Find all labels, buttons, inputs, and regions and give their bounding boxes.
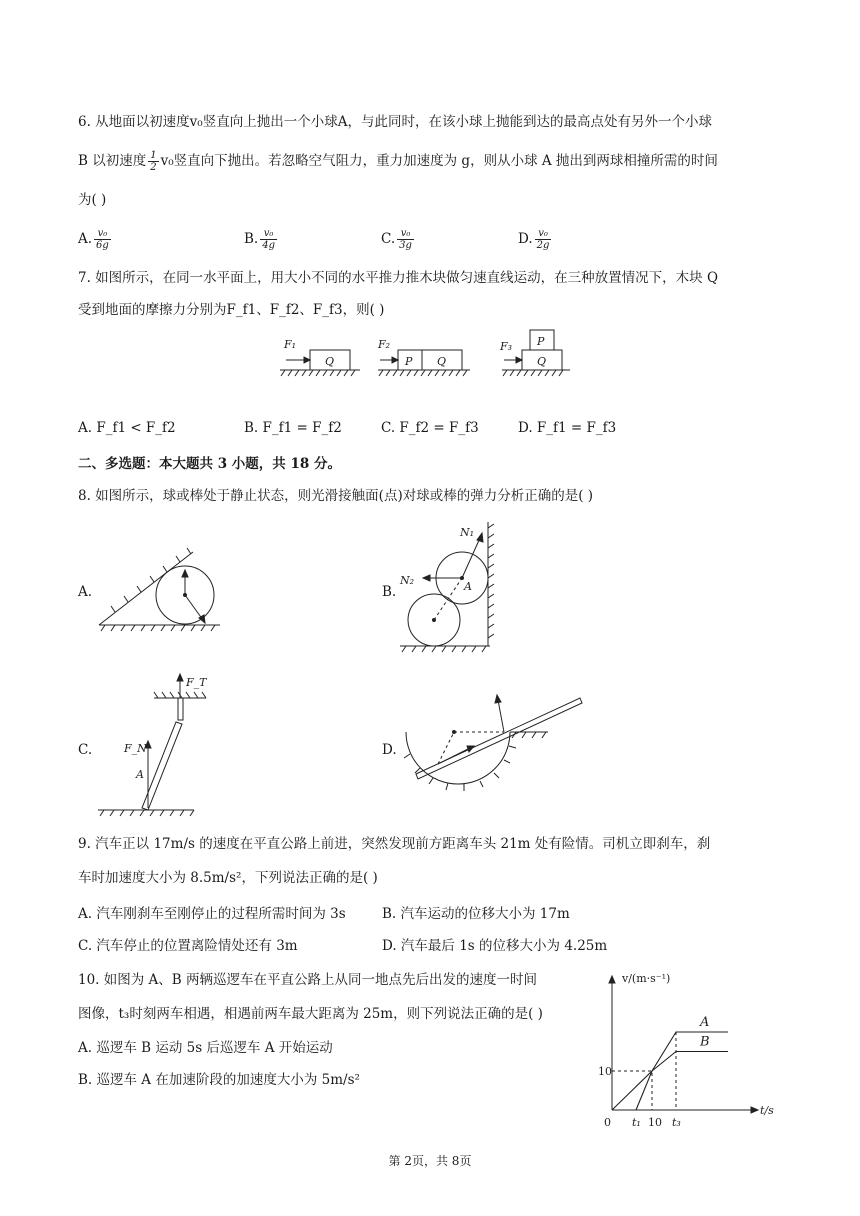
q8b-n2-label: N₂ xyxy=(400,574,415,587)
q7-p-label-2: P xyxy=(405,355,413,368)
q10-line2: 图像，t₃时刻两车相遇，相遇前两车最大距离为 25m，则下列说法正确的是( ) xyxy=(78,1006,543,1022)
section-heading: 二、多选题：本大题共 3 小题，共 18 分。 xyxy=(78,456,341,472)
q7-figure xyxy=(280,328,570,384)
q8-figure-a xyxy=(95,540,225,636)
q7-option-c[interactable]: C. F_f2 = F_f3 xyxy=(381,420,479,436)
vt-chart xyxy=(596,960,786,1136)
q10-option-b[interactable]: B. 巡逻车 A 在加速阶段的加速度大小为 5m/s² xyxy=(78,1072,360,1088)
x-axis-arrow xyxy=(751,1107,758,1113)
q8b-a-label: A xyxy=(464,580,472,593)
frac-half: $\frac{1}{2}$ xyxy=(150,150,157,173)
q8-figure-d xyxy=(398,688,598,806)
q8-line1: 8. 如图所示，球或棒处于静止状态，则光滑接触面(点)对球或棒的弹力分析正确的是( ) xyxy=(78,488,594,504)
q6-line3: 为( ) xyxy=(78,192,107,208)
q9-option-b[interactable]: B. 汽车运动的位移大小为 17m xyxy=(382,906,570,922)
series-A-label: A xyxy=(700,1015,710,1030)
q7-line1: 7. 如图所示，在同一水平面上，用大小不同的水平推力推木块做匀速直线运动，在三种放置情况下，木块 Q xyxy=(78,270,719,286)
y-tick-label: 10 xyxy=(598,1065,612,1078)
q8c-a-label: A xyxy=(136,768,144,781)
q10-option-a[interactable]: A. 巡逻车 B 运动 5s 后巡逻车 A 开始运动 xyxy=(78,1040,333,1056)
q7-option-d[interactable]: D. F_f1 = F_f3 xyxy=(518,420,617,436)
q9-line1: 9. 汽车正以 17m/s 的速度在平直公路上前进，突然发现前方距离车头 21m 处有险情。司机立即刹车，刹 xyxy=(78,836,711,852)
q9-line2: 车时加速度大小为 8.5m/s²，下列说法正确的是( ) xyxy=(78,870,378,886)
q8-figure-c xyxy=(94,672,214,818)
q9-option-c[interactable]: C. 汽车停止的位置离险情处还有 3m xyxy=(78,938,298,954)
q7-q-label-3: Q xyxy=(537,355,547,368)
page-footer: 第 2页，共 8页 xyxy=(388,1154,472,1168)
q6-line2b: v₀竖直向下抛出。若忽略空气阻力，重力加速度为 g，则从小球 A 抛出到两球相撞所需的时间 xyxy=(160,153,718,169)
x-tick-label: 0 xyxy=(604,1116,611,1129)
q7-line2: 受到地面的摩擦力分别为F_f1、F_f2、F_f3，则( ) xyxy=(78,302,385,318)
x-tick-label: t₃ xyxy=(672,1116,681,1129)
q7-f3-label: F₃ xyxy=(500,340,513,353)
q8-figure-b xyxy=(398,518,508,658)
q6-line2a: B 以初速度 xyxy=(78,153,147,169)
q8-option-d-label[interactable]: D. xyxy=(382,742,397,758)
x-axis-label: t/s xyxy=(760,1104,774,1117)
q9-option-a[interactable]: A. 汽车刚刹车至刚停止的过程所需时间为 3s xyxy=(78,906,346,922)
q7-p-label-3: P xyxy=(537,335,545,348)
series-B-line xyxy=(612,1052,728,1111)
y-axis-label: v/(m·s⁻¹) xyxy=(622,972,671,985)
q7-f1-label: F₁ xyxy=(284,338,297,351)
q7-q-label-2: Q xyxy=(437,355,447,368)
q7-f2-label: F₂ xyxy=(378,338,391,351)
q8c-ft-label: F_T xyxy=(186,676,207,689)
q6-line1: 6. 从地面以初速度v₀竖直向上抛出一个小球A，与此同时，在该小球上抛能到达的最高点处有另外一个小球 xyxy=(78,114,712,130)
q7-q-label-1: Q xyxy=(325,355,335,368)
q8-option-a-label[interactable]: A. xyxy=(78,584,93,600)
q8b-n1-label: N₁ xyxy=(460,526,475,539)
q8-option-c-label[interactable]: C. xyxy=(78,742,93,758)
series-B-label: B xyxy=(700,1034,710,1050)
x-tick-label: t₁ xyxy=(632,1116,641,1129)
x-tick-label: 10 xyxy=(648,1116,662,1129)
q6-option-d[interactable]: D. $\frac{\text{v₀}}{2g}$ xyxy=(518,228,550,251)
q7-option-a[interactable]: A. F_f1 < F_f2 xyxy=(78,420,176,436)
q9-option-d[interactable]: D. 汽车最后 1s 的位移大小为 4.25m xyxy=(382,938,608,954)
q8c-fn-label: F_N xyxy=(124,742,147,755)
q7-option-b[interactable]: B. F_f1 = F_f2 xyxy=(244,420,342,436)
q6-option-a[interactable]: A. $\frac{\text{v₀}}{6g}$ xyxy=(78,228,109,251)
q6-option-c[interactable]: C. $\frac{\text{v₀}}{3g}$ xyxy=(381,228,412,251)
q6-line2 xyxy=(78,150,718,173)
q10-line1: 10. 如图为 A、B 两辆巡逻车在平直公路上从同一地点先后出发的速度一时间 xyxy=(78,972,538,988)
y-axis-arrow xyxy=(609,976,615,983)
q8-option-b-label[interactable]: B. xyxy=(382,584,397,600)
q6-option-b[interactable]: B. $\frac{\text{v₀}}{4g}$ xyxy=(244,228,275,251)
